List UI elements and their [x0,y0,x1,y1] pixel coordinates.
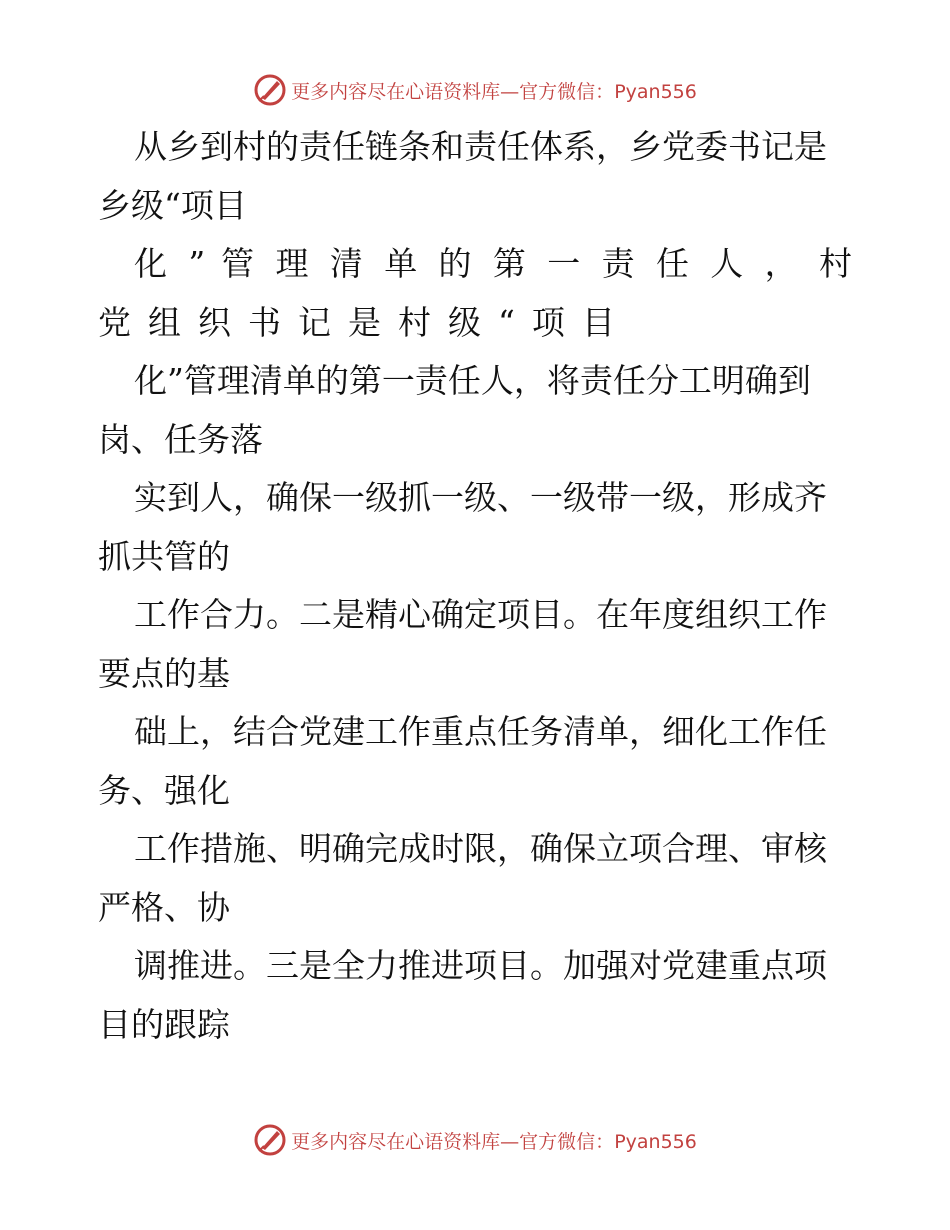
body-line: 务、强化 [98,770,230,810]
footer-banner [0,1120,950,1160]
body-line: 化”管理清单的第一责任人，将责任分工明确到 [134,361,811,400]
footer-banner-suffix: 官方微信： [519,1130,615,1153]
body-line: 实到人，确保一级抓一级、一级带一级，形成齐 [134,478,827,517]
body-line: 化 ” 管 理 清 单 的 第 一 责 任 人 ， 村 [134,244,852,283]
body-line: 工作合力。二是精心确定项目。在年度组织工作 [134,595,827,634]
footer-banner-account: Pyan556 [614,1130,697,1153]
document-body [98,118,852,1054]
footer-banner-text: 更多内容尽在心语资料库 [291,1130,501,1153]
quill-circle-logo-icon [253,1123,287,1157]
body-line: 础上，结合党建工作重点任务清单，细化工作任 [134,712,827,751]
header-banner-text: 更多内容尽在心语资料库 [291,80,501,103]
header-banner-separator: — [500,80,520,103]
footer-banner-separator: — [500,1130,520,1153]
body-line: 岗、任务落 [98,419,263,459]
body-line: 严格、协 [98,887,230,927]
body-line: 党组织书记是村级“项目 [98,302,632,342]
header-banner [0,70,950,110]
body-line: 从乡到村的责任链条和责任体系，乡党委书记是 [134,127,827,166]
header-banner-suffix: 官方微信： [519,80,615,103]
body-line: 乡级“项目 [98,185,247,225]
header-banner-account: Pyan556 [614,80,697,103]
body-line: 调推进。三是全力推进项目。加强对党建重点项 [134,946,827,985]
quill-circle-logo-icon [253,73,287,107]
body-line: 抓共管的 [98,536,230,576]
body-line: 要点的基 [98,653,230,693]
body-line: 工作措施、明确完成时限，确保立项合理、审核 [134,829,827,868]
body-line: 目的跟踪 [98,1004,230,1044]
